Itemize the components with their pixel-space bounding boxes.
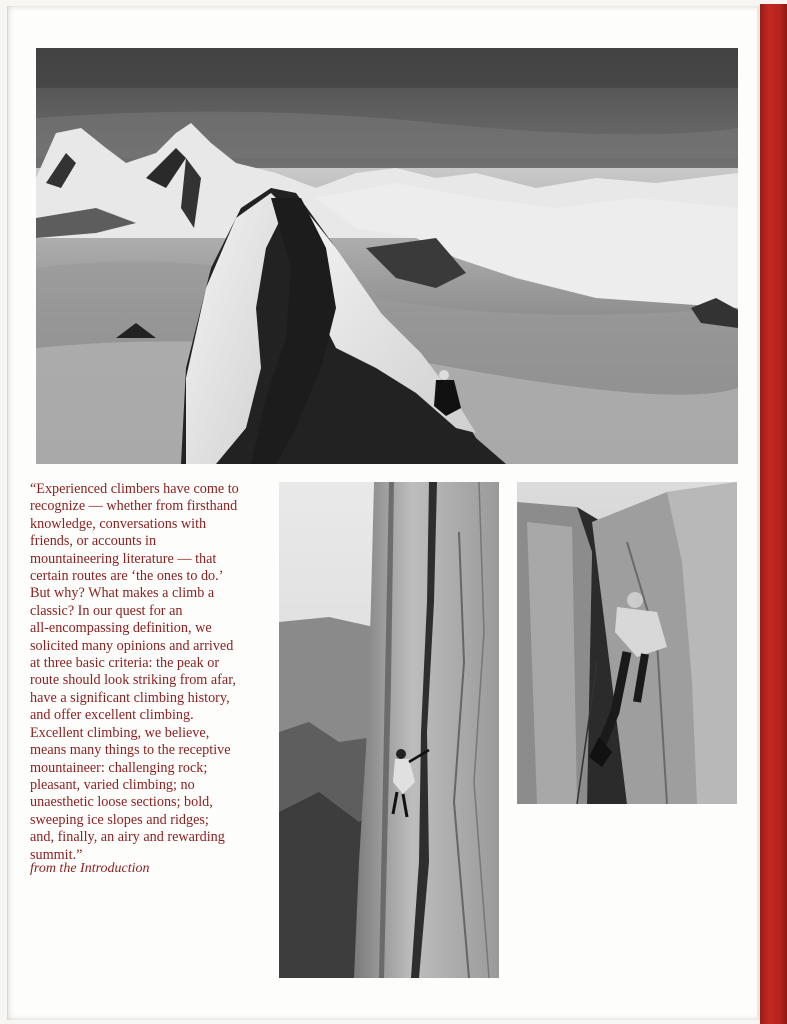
red-spine xyxy=(760,4,787,1024)
photo-summit-ridge xyxy=(36,48,738,464)
photo-granite-wall-image xyxy=(279,482,499,978)
quote-attribution: from the Introduction xyxy=(30,861,150,876)
photo-rock-chimney-image xyxy=(517,482,737,804)
photo-summit-ridge-image xyxy=(36,48,738,464)
introduction-quote: “Experienced climbers have come to recognize — whether from firsthand knowledge, conversations with friends, or accounts in mountaineering literature — that certain routes are ‘the ones to do.’ But why? What makes a climb a classic? In our quest for an all-encompassing definition, we solicited many opinions and arrived at three basic criteria: the peak or route should look striking from afar, have a significant climbing history, and offer excellent climbing. Excellent climbing, we believe, means many things to the receptive mountaineer: challenging rock; pleasant, varied climbing; no unaesthetic loose sections; bold, sweeping ice slopes and ridges; and, finally, an airy and rewarding summit.” xyxy=(30,481,239,863)
photo-granite-wall xyxy=(279,482,499,978)
photo-rock-chimney xyxy=(517,482,737,804)
